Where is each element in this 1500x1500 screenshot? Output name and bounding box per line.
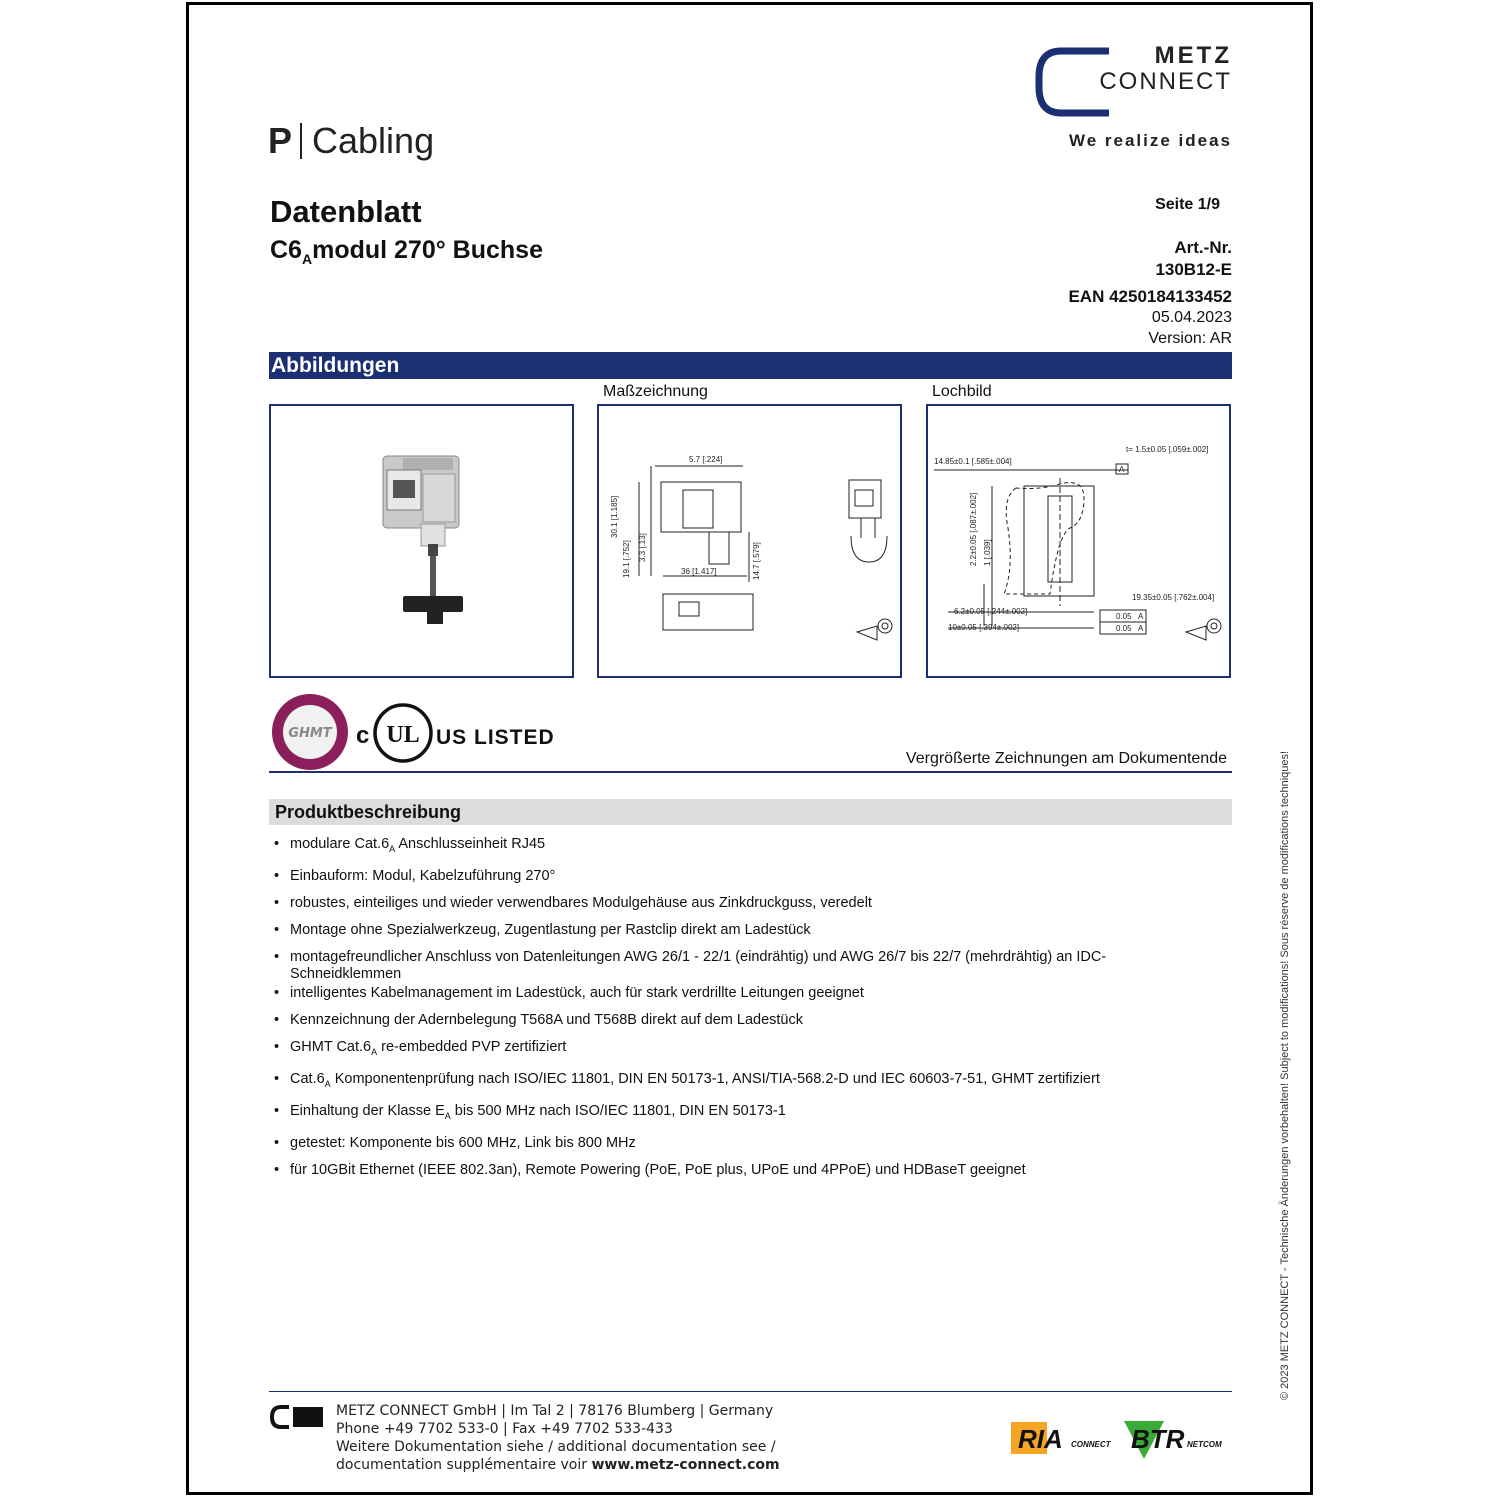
- label-hole-pattern: Lochbild: [932, 383, 992, 400]
- list-item: • intelligentes Kabelmanagement im Ladestück, auch für stark verdrillte Leitungen geeignet: [272, 985, 1172, 1002]
- dim-label-4: 36 [1.417]: [681, 567, 717, 576]
- footer-line3: Weitere Dokumentation siehe / additional documentation see /: [336, 1439, 776, 1455]
- hole-pattern-icon: [928, 406, 1229, 676]
- figure-dimension-drawing: [597, 404, 902, 678]
- ul-mark-text: UL: [386, 722, 420, 748]
- brand-prefix: P: [268, 120, 293, 161]
- logo-connect: CONNECT: [1099, 68, 1232, 95]
- document-version: Version: AR: [1148, 330, 1232, 347]
- list-item: • modulare $Cat.6_A$ Anschlusseinheit RJ45: [272, 836, 1172, 858]
- footer-line2: Phone +49 7702 533-0 | Fax +49 7702 533-433: [336, 1421, 673, 1437]
- list-item: • Einbauform: Modul, Kabelzuführung 270°: [272, 868, 1172, 885]
- list-item: • GHMT $Cat.6_A$ re-embedded PVP zertifiziert: [272, 1039, 1172, 1061]
- section-description-title: Produktbeschreibung: [269, 799, 1232, 825]
- hole-label-6: 10±0.05 [.394±.002]: [948, 623, 1020, 632]
- list-item: • Einhaltung der Klasse $E_A$ bis 500 MHz nach ISO/IEC 11801, DIN EN 50173-1: [272, 1103, 1172, 1125]
- hole-label-7: 0.05: [1116, 612, 1132, 621]
- hole-label-0: t= 1.5±0.05 [.059±.002]: [1126, 445, 1209, 454]
- brand-label: [268, 120, 434, 162]
- list-item: • robustes, einteiliges und wieder verwendbares Modulgehäuse aus Zinkdruckguss, veredelt: [272, 895, 1172, 912]
- brand-separator: [300, 123, 302, 159]
- brand-name: Cabling: [312, 120, 435, 161]
- list-item: • $Cat.6_A$ Komponentenprüfung nach ISO/IEC 11801, DIN EN 50173-1, ANSI/TIA-568.2-D und IEC 60603-7-51, GHMT zertifiziert: [272, 1071, 1172, 1093]
- dim-label-1: 30.1 [1.185]: [610, 495, 619, 538]
- hole-label-2: 2.2±0.05 [.087±.002]: [969, 492, 978, 566]
- metz-footer-logo-icon: [269, 1404, 325, 1430]
- btr-logo-sub: NETCOM: [1187, 1440, 1222, 1449]
- description-list: [272, 836, 1172, 1179]
- footer-line1: METZ CONNECT GmbH | Im Tal 2 | 78176 Blumberg | Germany: [336, 1403, 774, 1419]
- btr-logo-text: BTR: [1131, 1424, 1185, 1454]
- hole-label-10: A: [1138, 624, 1144, 633]
- dim-label-3: 3.3 [.13]: [638, 533, 647, 562]
- ul-c-mark: c: [356, 722, 370, 749]
- copyright-side-note: © 2023 METZ CONNECT - Technische Änderungen vorbehalten! Subject to modifications! Sous réserve de modifications techniques!: [1279, 750, 1291, 1400]
- label-dimension-drawing: Maßzeichnung: [603, 383, 708, 400]
- website-link[interactable]: www.metz-connect.com: [591, 1457, 780, 1473]
- ria-logo-text: RIA: [1018, 1424, 1063, 1454]
- page-number: Seite 1/9: [1155, 196, 1220, 213]
- list-item: • montagefreundlicher Anschluss von Datenleitungen AWG 26/1 - 22/1 (eindrähtig) und AWG 26/7 bis 22/7 (mehrdrähtig) an IDC-Schneidklemmen: [272, 949, 1172, 983]
- ean-number: EAN 4250184133452: [1068, 287, 1232, 306]
- dim-label-2: 19.1 [.752]: [622, 540, 631, 578]
- section-figures-title: Abbildungen: [269, 352, 1232, 379]
- ria-logo-sub: CONNECT: [1071, 1440, 1111, 1449]
- footer-address: [336, 1402, 780, 1474]
- dim-label-0: 5.7 [.224]: [689, 455, 723, 464]
- list-item: • Kennzeichnung der Adernbelegung T568A und T568B direkt auf dem Ladestück: [272, 1012, 1172, 1029]
- dim-label-5: 14.7 [.579]: [752, 542, 761, 580]
- figure-hole-pattern: [926, 404, 1231, 678]
- document-subtitle: $C6_Amodul$ 270° Buchse: [270, 236, 543, 267]
- list-item: • getestet: Komponente bis 600 MHz, Link bis 800 MHz: [272, 1135, 1172, 1152]
- ghmt-certificate-icon: [270, 692, 350, 772]
- hole-label-3: 1 [.039]: [983, 539, 992, 566]
- hole-label-4: 19.35±0.05 [.762±.004]: [1132, 593, 1215, 602]
- hole-label-9: 0.05: [1116, 624, 1132, 633]
- footer-line4: documentation supplémentaire voir www.metz-connect.com: [336, 1457, 780, 1473]
- product-photo-icon: [271, 406, 572, 676]
- ul-listed-text: US LISTED: [436, 726, 555, 749]
- ghmt-text: GHMT: [288, 726, 332, 741]
- tagline: We realize ideas: [1068, 131, 1232, 150]
- art-label: Art.-Nr.: [1174, 238, 1232, 257]
- hole-label-8: A: [1138, 612, 1144, 621]
- divider-line: [269, 771, 1232, 773]
- list-item: • Montage ohne Spezialwerkzeug, Zugentlastung per Rastclip direkt am Ladestück: [272, 922, 1172, 939]
- document-date: 05.04.2023: [1151, 309, 1232, 326]
- figure-product-photo: [269, 404, 574, 678]
- hole-label-1: 14.85±0.1 [.585±.004]: [934, 457, 1012, 466]
- list-item: • für 10GBit Ethernet (IEEE 802.3an), Remote Powering (PoE, PoE plus, UPoE und 4PPoE) und HDBaseT geeignet: [272, 1162, 1172, 1179]
- logo-metz: METZ: [1154, 42, 1232, 69]
- document-title: Datenblatt: [270, 194, 422, 229]
- enlarged-drawings-note: Vergrößerte Zeichnungen am Dokumentende: [905, 750, 1227, 767]
- hole-label-5: 6.2±0.05 [.244±.002]: [954, 607, 1028, 616]
- ul-logo-icon: [372, 702, 434, 764]
- dimension-drawing-icon: [599, 406, 900, 676]
- footer-divider: [269, 1391, 1232, 1392]
- hole-label-11: A: [1119, 465, 1125, 474]
- art-number: 130B12-E: [1155, 260, 1232, 279]
